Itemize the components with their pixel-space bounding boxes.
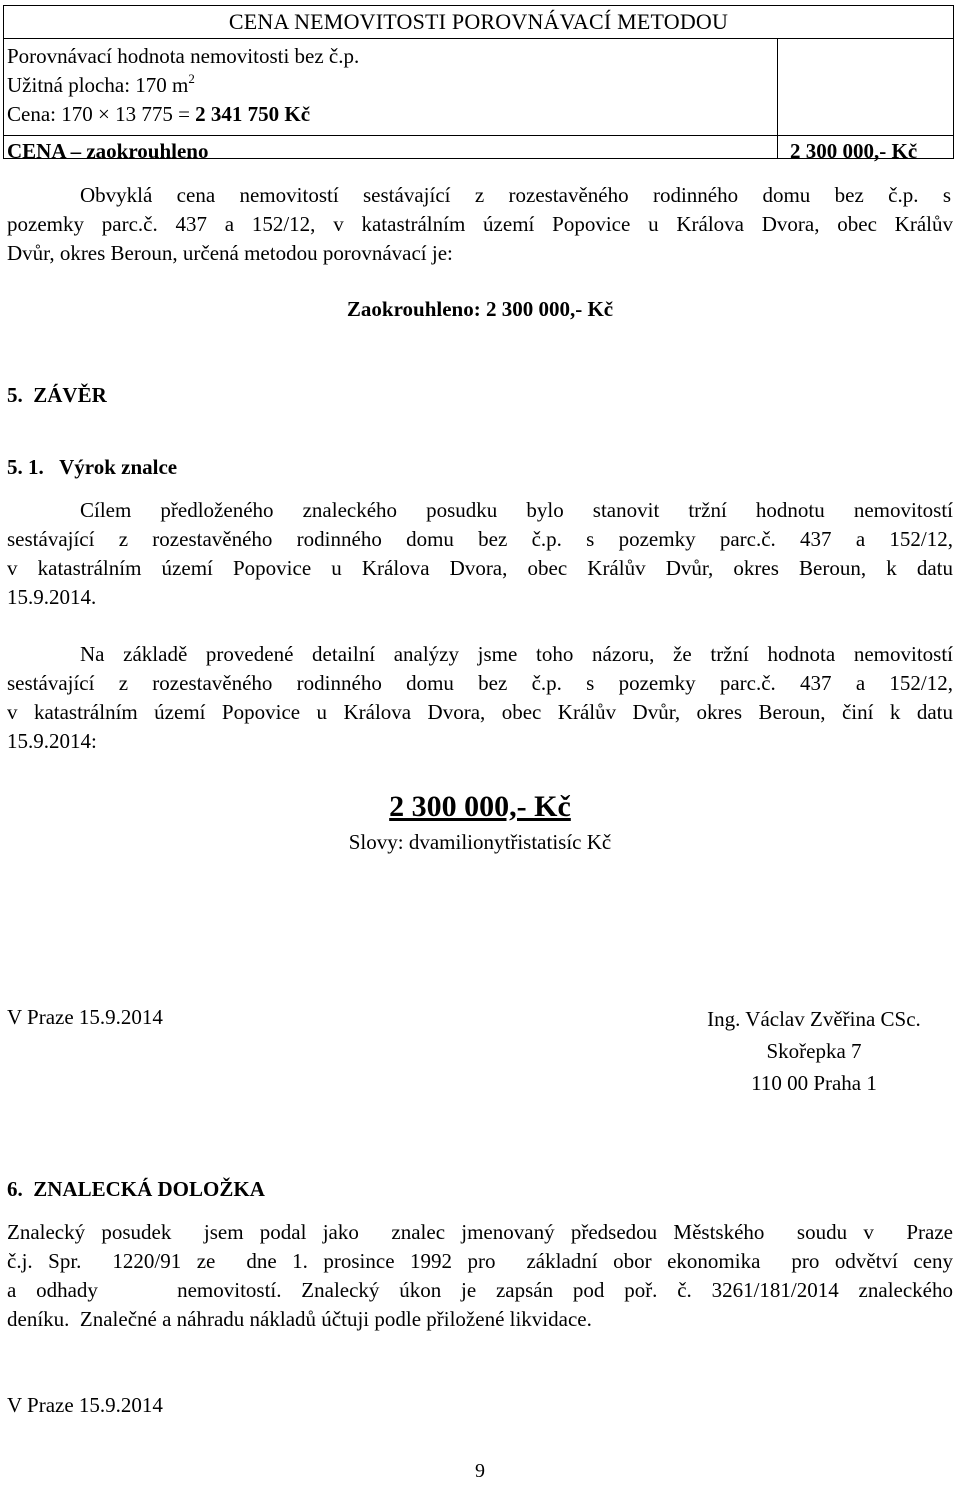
rounded-price-label: CENA – zaokrouhleno <box>7 139 209 163</box>
intro-rounded-value: Zaokrouhleno: 2 300 000,- Kč <box>346 297 614 321</box>
p2-line-2: sestávající z rozestavěného rodinného domu bez č.p. s pozemky parc.č. 437 a 152/12, <box>7 671 953 695</box>
intro-line-3: Dvůr, okres Beroun, určená metodou porovnávací je: <box>7 241 453 265</box>
table-header: CENA NEMOVITOSTI POROVNÁVACÍ METODOU <box>4 6 953 39</box>
table-row-description: Porovnávací hodnota nemovitosti bez č.p. <box>7 44 360 68</box>
p1-line-2: sestávající z rozestavěného rodinného domu bez č.p. s pozemky parc.č. 437 a 152/12, <box>7 527 953 551</box>
table-row-price: Cena: 170 × 13 775 = 2 341 750 Kč <box>7 102 311 126</box>
rounded-price-value: 2 300 000,- Kč <box>790 139 918 163</box>
p1-line-3: v katastrálním území Popovice u Králova Dvora, obec Králův Dvůr, okres Beroun, k datu <box>7 556 953 580</box>
p1-line-1: Cílem předloženého znaleckého posudku bylo stanovit tržní hodnotu nemovitostí <box>80 498 953 522</box>
page-number: 9 <box>475 1460 485 1482</box>
s6-line-2: č.j. Spr. 1220/91 ze dne 1. prosince 1992 pro základní obor ekonomika pro odvětví ceny <box>7 1249 953 1273</box>
s6-place-date: V Praze 15.9.2014 <box>7 1393 163 1417</box>
intro-line-2: pozemky parc.č. 437 a 152/12, v katastrálním území Popovice u Králova Dvora, obec Králův <box>7 212 953 236</box>
table-row-divider <box>4 135 953 136</box>
signature-city: 110 00 Praha 1 <box>751 1071 877 1095</box>
signature-place-date: V Praze 15.9.2014 <box>7 1005 163 1029</box>
section-6-heading: 6. ZNALECKÁ DOLOŽKA <box>7 1177 265 1201</box>
p2-line-1: Na základě provedené detailní analýzy jsme toho názoru, že tržní hodnota nemovitostí <box>80 642 953 666</box>
valuation-table <box>3 5 954 163</box>
s6-line-1: Znalecký posudek jsem podal jako znalec jmenovaný předsedou Městského soudu v Praze <box>7 1220 953 1244</box>
signature-block <box>670 1003 958 1099</box>
value-in-words: Slovy: dvamilionytřistatisíc Kč <box>348 830 612 854</box>
table-row-area: Užitná plocha: 170 $m^2$ <box>7 71 195 97</box>
p2-line-3: v katastrálním území Popovice u Králova Dvora, obec Králův Dvůr, okres Beroun, činí k datu <box>7 700 953 724</box>
section-5-heading: 5. ZÁVĚR <box>7 383 107 407</box>
signature-street: Skořepka 7 <box>766 1039 862 1063</box>
s6-line-3: a odhady nemovitostí. Znalecký úkon je zapsán pod poř. č. 3261/181/2014 znaleckého <box>7 1278 953 1302</box>
intro-line-1: Obvyklá cena nemovitostí sestávající z rozestavěného rodinného domu bez č.p. s <box>80 183 951 207</box>
signature-name: Ing. Václav Zvěřina CSc. <box>707 1007 921 1031</box>
table-column-divider <box>777 38 778 158</box>
p1-line-4: 15.9.2014. <box>7 585 97 609</box>
p2-line-4: 15.9.2014: <box>7 729 97 753</box>
s6-line-4: deníku. Znalečné a náhradu nákladů účtuji podle přiložené likvidace. <box>7 1307 592 1331</box>
final-value: 2 300 000,- Kč <box>389 790 571 823</box>
section-5-1-heading: 5. 1. Výrok znalce <box>7 455 178 479</box>
